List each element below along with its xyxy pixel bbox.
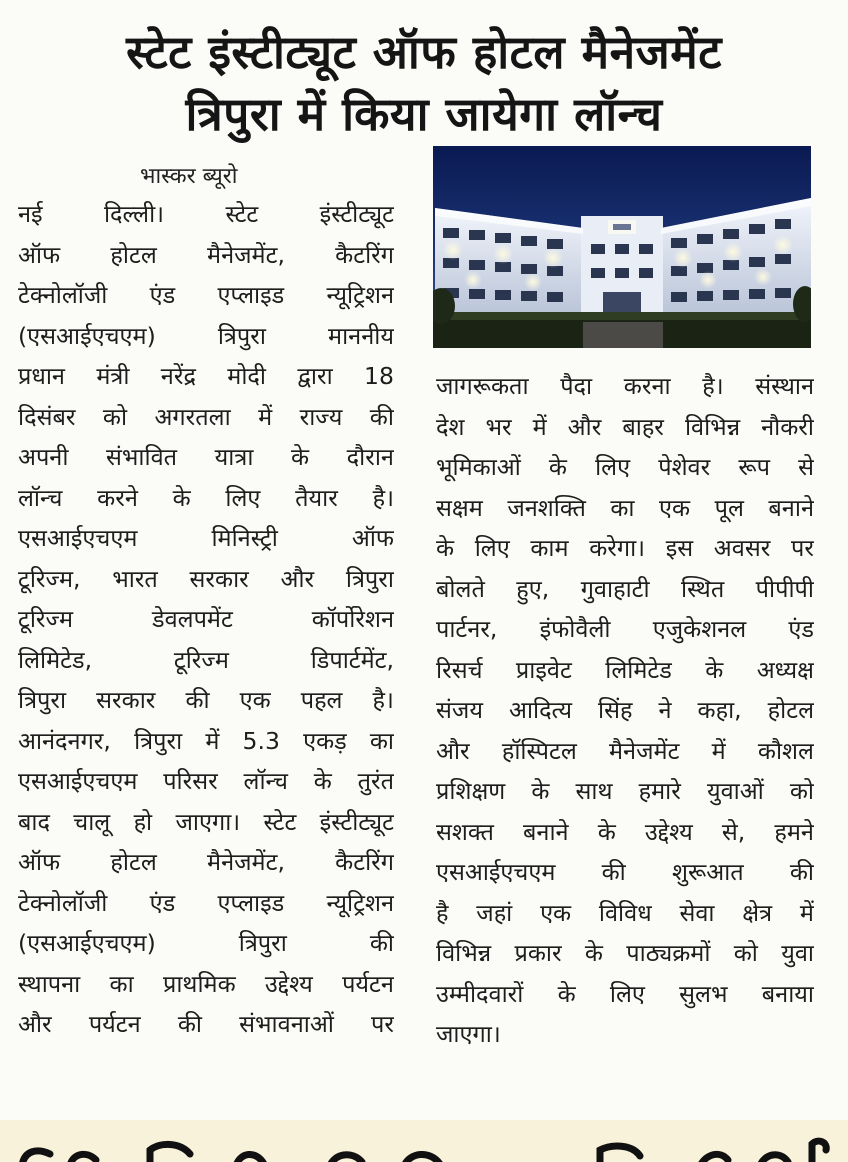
article-word: युवा — [781, 939, 814, 967]
article-word: है। — [702, 372, 724, 400]
article-word: जागरूकता — [436, 372, 529, 400]
article-word: 5.3 — [242, 726, 280, 755]
article-word: 18 — [364, 362, 394, 390]
article-word: मंत्री — [96, 362, 130, 390]
article-word: को — [102, 402, 128, 431]
article-word: इंफोवैली — [539, 615, 611, 643]
article-word: कहा, — [697, 696, 742, 724]
article-word: करेगा। — [589, 534, 646, 562]
article-word: काम — [530, 534, 569, 562]
article-word: का — [610, 493, 635, 522]
article-word: में — [711, 736, 726, 765]
article-word: हो — [133, 807, 153, 836]
article-word: संस्थान — [755, 372, 814, 400]
article-word: के — [291, 443, 310, 471]
article-word: शुरूआत — [671, 858, 744, 886]
article-word: विविध — [598, 898, 652, 927]
article-word: मैनेजमेंट, — [207, 848, 285, 876]
article-word: एकड़ — [303, 726, 347, 755]
article-word: प्राइवेट — [515, 655, 572, 684]
article-word: एप्लाइड — [217, 888, 285, 917]
article-word: की — [789, 858, 814, 886]
article-word: अध्यक्ष — [756, 655, 814, 684]
article-word: अपनी — [18, 443, 69, 471]
article-word: मैनेजमेंट, — [207, 240, 285, 269]
article-word: सेवा — [679, 898, 715, 927]
article-word: संभावनाओं — [239, 1010, 334, 1038]
article-word: कैटरिंग — [335, 240, 394, 269]
article-line — [18, 275, 394, 316]
article-word: टेक्नोलॉजी — [18, 281, 108, 309]
article-word: लिमिटेड, — [18, 645, 93, 674]
article-column-right — [436, 366, 814, 1055]
cropped-headline-glyphs-icon — [0, 1120, 848, 1162]
article-line — [436, 974, 814, 1015]
article-line — [18, 316, 394, 357]
article-word: लिए — [225, 483, 261, 512]
article-word: एंड — [149, 281, 176, 309]
article-word: दौरान — [346, 443, 394, 471]
article-word: स्टेट — [225, 200, 259, 228]
article-line — [18, 721, 394, 762]
article-word: बोलते — [436, 574, 485, 603]
article-word: में — [532, 412, 547, 441]
article-word: उद्देश्य — [264, 969, 313, 998]
article-word: की — [601, 858, 626, 886]
article-word: एप्लाइड — [217, 281, 285, 309]
article-word: अगरतला — [154, 402, 231, 431]
article-word: परिसर — [163, 767, 218, 795]
article-word: नरेंद्र — [160, 362, 196, 390]
article-line — [18, 559, 394, 600]
article-word: भर — [485, 412, 512, 441]
article-word: के — [705, 655, 724, 684]
article-word: उद्देश्य — [644, 817, 693, 846]
article-word: को — [789, 777, 814, 805]
article-line — [436, 771, 814, 812]
article-word: को — [733, 939, 758, 967]
article-word: हुए, — [516, 574, 550, 603]
article-word: हमारे — [638, 777, 681, 805]
article-word: करने — [97, 483, 138, 512]
article-word: नौकरी — [761, 412, 814, 441]
article-word: ऑफ — [18, 848, 61, 876]
article-word: संजय — [436, 696, 483, 724]
article-word: त्रिपुरा — [134, 726, 183, 755]
article-word: और — [18, 1010, 52, 1038]
article-word: की — [369, 402, 394, 431]
article-word: में — [799, 898, 814, 927]
article-word: एसआईएचएम — [18, 767, 138, 795]
article-word: डिपार्टमेंट, — [310, 645, 394, 674]
article-word: के — [584, 939, 603, 967]
article-word: और — [567, 412, 602, 441]
article-word: पेशेवर — [658, 453, 711, 481]
article-word: करना — [623, 372, 671, 400]
article-word: सशक्त — [436, 817, 494, 846]
article-word: चालू — [73, 807, 111, 836]
article-word: प्रधान — [18, 362, 65, 390]
article-word: ऑफ — [351, 524, 394, 552]
article-word: स्थित — [681, 574, 725, 603]
article-word: पर्यटन — [342, 969, 394, 998]
article-word: स्टेट — [263, 807, 297, 836]
article-word: तैयार — [295, 483, 338, 512]
article-line — [436, 852, 814, 893]
article-word: बनाने — [768, 493, 814, 522]
article-word: रिसर्च — [436, 655, 483, 684]
article-line — [18, 964, 394, 1005]
article-line — [436, 1014, 814, 1055]
article-word: एसआईएचएम — [436, 858, 556, 886]
article-word: (एसआईएचएम) — [18, 929, 156, 957]
article-word: में — [258, 402, 273, 431]
article-word: (एसआईएचएम) — [18, 321, 156, 350]
article-word: यात्रा — [214, 443, 254, 471]
article-line — [18, 599, 394, 640]
article-word: आनंदनगर, — [18, 726, 111, 755]
article-word: राज्य — [299, 402, 343, 431]
article-word: की — [369, 929, 394, 957]
article-word: न्यूट्रिशन — [326, 281, 394, 309]
article-word: एक — [659, 493, 691, 522]
article-word: विभिन्न — [436, 939, 492, 967]
article-word: के — [548, 453, 567, 481]
article-line — [436, 893, 814, 934]
article-word: जाएगा। — [436, 1020, 501, 1048]
article-word: पर्यटन — [88, 1010, 141, 1038]
article-word: सिंह — [598, 696, 633, 724]
byline: भास्कर ब्यूरो — [140, 164, 238, 189]
article-word: प्राथमिक — [162, 969, 236, 998]
article-word: पार्टनर, — [436, 615, 498, 643]
article-word: बनाया — [761, 979, 814, 1008]
article-line — [436, 528, 814, 569]
article-word: की — [177, 1010, 202, 1038]
article-word: टूरिज्म — [18, 605, 74, 633]
article-word: साथ — [575, 777, 613, 805]
article-word: बाहर — [622, 412, 664, 441]
article-word: ने — [658, 696, 672, 724]
article-line — [18, 518, 394, 559]
article-word: एक — [239, 686, 271, 714]
article-word: क्षेत्र — [742, 898, 773, 927]
article-word: दिसंबर — [18, 402, 76, 431]
article-line — [436, 933, 814, 974]
article-word: के — [436, 534, 455, 562]
article-word: एजुकेशनल — [652, 615, 747, 643]
article-word: दिल्ली। — [103, 200, 165, 228]
article-word: लिए — [595, 453, 631, 481]
article-word: के — [172, 483, 191, 512]
article-word: कॉर्पोरेशन — [311, 605, 394, 633]
article-word: के — [531, 777, 550, 805]
article-word: अवसर — [713, 534, 771, 562]
article-word: की — [185, 686, 210, 714]
article-line — [18, 761, 394, 802]
article-word: एसआईएचएम — [18, 524, 138, 552]
article-word: है। — [372, 686, 394, 714]
article-line — [18, 640, 394, 681]
article-word: लिमिटेड — [605, 655, 672, 684]
article-word: प्रकार — [514, 939, 562, 967]
article-word: पहल — [300, 686, 343, 714]
article-word: एंड — [149, 888, 176, 917]
article-word: डेवलपमेंट — [152, 605, 233, 633]
article-line — [436, 731, 814, 772]
article-word: इस — [665, 534, 694, 562]
article-line — [18, 235, 394, 276]
article-line — [436, 609, 814, 650]
article-word: जाएगा। — [175, 807, 241, 836]
article-word: टूरिज्म — [173, 645, 229, 674]
article-word: तुरंत — [357, 767, 394, 795]
article-word: के — [313, 767, 332, 795]
article-word: द्वारा — [297, 362, 333, 390]
article-word: कैटरिंग — [335, 848, 394, 876]
article-word: होटल — [110, 848, 157, 876]
article-word: और — [280, 564, 315, 593]
headline-line-1: स्टेट इंस्टीट्यूट ऑफ होटल मैनेजमेंट — [126, 25, 722, 79]
article-word: हॉस्पिटल — [501, 736, 577, 765]
article-line — [18, 356, 394, 397]
article-word: और — [436, 736, 470, 765]
article-word: होटल — [767, 696, 814, 724]
article-word: इंस्टीट्यूट — [319, 807, 394, 836]
article-word: मिनिस्ट्री — [211, 524, 278, 552]
article-word: संभावित — [106, 443, 178, 471]
article-column-left — [18, 194, 394, 1045]
next-headline-strip — [0, 1120, 848, 1162]
article-word: टूरिज्म, — [18, 564, 81, 593]
article-word: त्रिपुरा — [217, 321, 266, 350]
article-line — [18, 397, 394, 438]
article-word: रूप — [738, 453, 770, 481]
article-word: बनाने — [522, 817, 569, 846]
article-word: सरकार — [96, 686, 156, 714]
article-word: देश — [436, 412, 465, 441]
article-word: जनशक्ति — [507, 493, 586, 522]
article-word: नई — [18, 200, 43, 228]
article-word: त्रिपुरा — [345, 564, 394, 593]
article-word: सरकार — [189, 564, 249, 593]
article-word: का — [369, 726, 394, 755]
article-line — [436, 488, 814, 529]
article-word: पाठ्यक्रमों — [626, 939, 711, 967]
article-word: लॉन्च — [18, 483, 63, 512]
article-word: एक — [540, 898, 572, 927]
article-word: त्रिपुरा — [18, 686, 67, 714]
article-word: आदित्य — [508, 696, 572, 724]
article-word: के — [557, 979, 576, 1008]
article-word: लिए — [609, 979, 645, 1008]
article-word: मोदी — [227, 362, 267, 390]
headline-line-2: त्रिपुरा में किया जायेगा लॉन्च — [185, 87, 663, 141]
building-photo-icon — [433, 146, 811, 348]
article-word: पैदा — [560, 372, 593, 400]
article-word: इंस्टीट्यूट — [319, 200, 394, 228]
article-word: भूमिकाओं — [436, 453, 521, 481]
article-word: कौशल — [757, 736, 814, 765]
article-line — [18, 883, 394, 924]
article-word: प्रशिक्षण — [436, 777, 506, 805]
article-word: टेक्नोलॉजी — [18, 888, 108, 917]
article-word: पीपीपी — [755, 574, 814, 603]
article-word: हमने — [774, 817, 814, 846]
article-word: से, — [721, 817, 746, 846]
article-word: भारत — [112, 564, 158, 593]
article-word: पूल — [714, 493, 744, 522]
article-word: लॉन्च — [243, 767, 288, 795]
article-line — [18, 194, 394, 235]
building-photo — [433, 146, 811, 348]
article-word: स्थापना — [18, 969, 81, 998]
article-word: है। — [372, 483, 394, 512]
article-line — [436, 812, 814, 853]
article-word: से — [798, 453, 814, 481]
article-word: युवाओं — [706, 777, 764, 805]
article-word: सुलभ — [679, 979, 728, 1008]
article-word: मैनेजमेंट — [608, 736, 680, 765]
article-word: है — [436, 898, 449, 927]
article-word: बाद — [18, 807, 50, 836]
article-word: में — [205, 726, 220, 755]
article-line — [436, 650, 814, 691]
article-word: एंड — [788, 615, 814, 643]
article-word: पर — [790, 534, 814, 562]
article-word: के — [597, 817, 616, 846]
article-line — [18, 1004, 394, 1045]
article-line — [18, 478, 394, 519]
article-word: माननीय — [328, 321, 394, 350]
article-line — [18, 923, 394, 964]
article-line — [18, 437, 394, 478]
article-word: ऑफ — [18, 240, 61, 269]
article-word: का — [109, 969, 134, 998]
article-line — [18, 802, 394, 843]
article-line — [436, 569, 814, 610]
article-line — [436, 447, 814, 488]
article-line — [436, 690, 814, 731]
article-line — [18, 680, 394, 721]
article-word: पर — [371, 1010, 394, 1038]
article-line — [436, 407, 814, 448]
article-word: गुवाहाटी — [580, 574, 650, 603]
article-word: विभिन्न — [684, 412, 741, 441]
article-word: सक्षम — [436, 493, 483, 522]
article-word: जहां — [476, 898, 513, 927]
article-word: लिए — [474, 534, 510, 562]
article-word: उम्मीदवारों — [436, 979, 524, 1008]
article-line — [18, 842, 394, 883]
article-word: न्यूट्रिशन — [326, 888, 394, 917]
article-line — [436, 366, 814, 407]
article-word: होटल — [110, 240, 157, 269]
article-word: त्रिपुरा — [238, 929, 287, 957]
